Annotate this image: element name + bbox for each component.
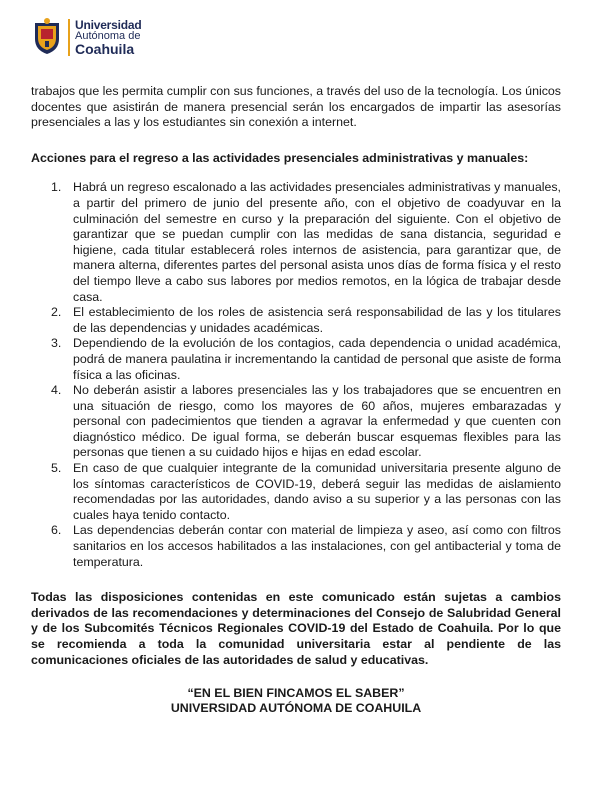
list-item-number: 4. — [51, 383, 62, 398]
list-item-number: 6. — [51, 523, 62, 538]
university-logo — [32, 17, 142, 63]
list-item-number: 1. — [51, 180, 62, 195]
university-name: UNIVERSIDAD AUTÓNOMA DE COAHUILA — [170, 701, 422, 716]
list-item-text: Habrá un regreso escalonado a las actividades presenciales administrativas y manuales, a partir del primero de junio del presente año, con el objetivo de coadyuvar en la culminación del semestre en curso y la preparación del siguiente. Con el objetivo de garantizar que se puedan cumplir con las medidas de sana distancia, seguridad e higiene, cada titular establecerá roles internos de asistencia, para garantizar que, de manera alterna, diferentes partes del personal asista unos días de forma física y el resto del tiempo lleve a cabo sus labores por medios remotos, en la lógica de trabajar desde casa. — [73, 180, 561, 304]
list-item-text: Dependiendo de la evolución de los contagios, cada dependencia o unidad académica, podrá de manera paulatina ir incrementando la cantidad de personal que asiste de forma física a las oficinas. — [73, 336, 561, 382]
list-item-number: 5. — [51, 461, 62, 476]
list-item-number: 3. — [51, 336, 62, 351]
logo-line-1: Universidad — [75, 18, 142, 32]
signature-block — [31, 686, 561, 716]
list-item-number: 2. — [51, 305, 62, 320]
closing-paragraph: Todas las disposiciones contenidas en este comunicado están sujetas a cambios derivados de las recomendaciones y determinaciones del Consejo de Salubridad General y de los Subcomités Técnicos Regionales COVID-19 del Estado de Coahuila. Por lo que se recomienda a toda la comunidad universitaria estar al pendiente de las comunicaciones oficiales de las autoridades de salud y educativas. — [31, 590, 561, 667]
logo-wordmark — [68, 19, 142, 56]
document-body — [31, 84, 561, 716]
actions-list — [31, 180, 561, 570]
university-crest-icon — [32, 17, 62, 55]
list-item-text: El establecimiento de los roles de asistencia será responsabilidad de las y los titulares de las dependencias y unidades académicas. — [73, 305, 561, 335]
list-item — [31, 180, 561, 305]
list-item-text: Las dependencias deberán contar con material de limpieza y aseo, así como con filtros sanitarios en los accesos habilitados a las instalaciones, con gel antibacterial y toma de temperatura. — [73, 523, 561, 569]
list-item — [31, 523, 561, 570]
list-item — [31, 461, 561, 523]
logo-line-3: Coahuila — [75, 41, 135, 57]
list-item — [31, 305, 561, 336]
list-item-text: No deberán asistir a labores presenciales las y los trabajadores que se encuentren en una situación de riesgo, como los mayores de 60 años, mujeres embarazadas y personal con padecimientos que tienden a agravar la enfermedad y que cuenten con diagnóstico médico. De igual forma, se deberán buscar esquemas flexibles para las personas que tienen a su cuidado hijos e hijas en edad escolar. — [73, 383, 561, 460]
list-item — [31, 336, 561, 383]
list-item — [31, 383, 561, 461]
motto: “EN EL BIEN FINCAMOS EL SABER” — [187, 686, 405, 701]
logo-line-2: Autónoma de — [75, 30, 141, 42]
list-item-text: En caso de que cualquier integrante de la comunidad universitaria presente alguno de los síntomas característicos de COVID-19, deberá seguir las medidas de aislamiento recomendadas por las autoridades, dando aviso a su superior y a las personas con las cuales haya tenido contacto. — [73, 461, 561, 522]
intro-paragraph: trabajos que les permita cumplir con sus funciones, a través del uso de la tecnología. Los únicos docentes que asistirán de manera presencial serán los encargados de impartir las asesorías presenciales a las y los estudiantes sin conexión a internet. — [31, 84, 561, 130]
section-heading: Acciones para el regreso a las actividades presenciales administrativas y manuales: — [31, 150, 529, 165]
